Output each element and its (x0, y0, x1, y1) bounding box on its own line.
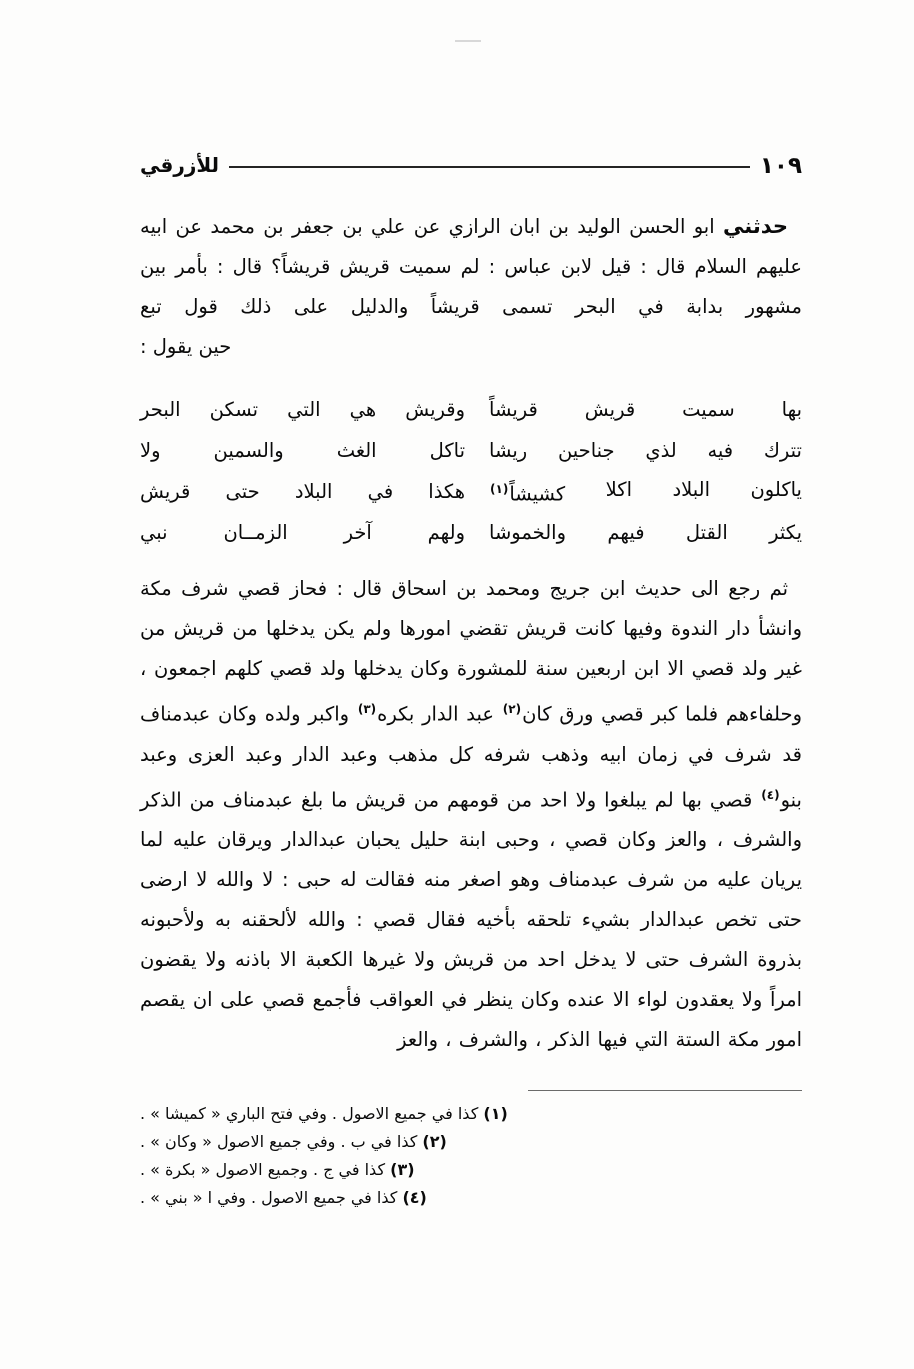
verse-word: تسكن (209, 398, 259, 421)
footnote-ref-1[interactable]: (١) (490, 481, 509, 496)
footnote-text: كذا في ج . وجميع الاصول « بكرة » . (140, 1160, 386, 1179)
scan-artifact (455, 40, 481, 42)
verse-4-hemistich-1 (140, 512, 471, 553)
verse-3-hemistich-1 (140, 471, 471, 512)
verse-word: هكذا (428, 480, 465, 503)
verse-word: في (367, 480, 394, 503)
paragraph-2 (140, 569, 802, 1060)
paragraph-1-text: ابو الحسن الوليد بن ابان الرازي عن علي بن جعفر بن محمد عن ابيه عليهم السلام قال : قيل لابن عباس : لم سميت قريش قريشاً؟ قال : بأمر بين مشهور بدابة في البحر تسمى قريشاً والدليل على ذلك قول تبع (140, 215, 802, 318)
verse-word: الغث (336, 439, 377, 462)
running-head-title: للأزرقي (140, 153, 220, 177)
verse-word: بها (781, 398, 802, 421)
footnote-separator (528, 1090, 802, 1091)
verse-word: نبي (140, 521, 168, 544)
footnote-marker: (٤) (402, 1188, 427, 1207)
verse-word: اكلا (605, 477, 633, 501)
verse-word: سميت (682, 398, 735, 421)
footnote-item (140, 1156, 802, 1184)
verse-word: البحر (140, 398, 181, 421)
verse-word: ولهم (427, 521, 465, 544)
paragraph-1-lead-word: حدثني (723, 214, 788, 238)
verse-word: البلاد (672, 477, 711, 501)
verse-word: الزمــان (223, 521, 288, 544)
footnote-marker: (١) (483, 1104, 508, 1123)
verse-word: كشيشاً (509, 482, 566, 506)
footnote-item (140, 1100, 802, 1128)
verse-word: القتل (685, 521, 728, 544)
verse-1-hemistich-2 (471, 389, 802, 430)
footnote-text: كذا في ب . وفي جميع الاصول « وكان » . (140, 1132, 418, 1151)
verse-word: وقريش (405, 398, 465, 421)
paragraph-2-text-d: قصي بها لم يبلغوا ولا احد من قومهم من قريش ما بلغ عبدمناف من الذكر والشرف ، والعز وكان قصي ، وحبى ابنة حليل يحبان عبدالدار ويرقان عليه لما يريان عليه من شرف عبدمناف وهو اصغر منه فقالت له حبى : لا والله لا ارضى حتى تخص عبدالدار بشيء تلحقه بأخيه فقال قصي : والله لألحقنه به ولأحبونه بذروة الشرف حتى لا يدخل احد من قريش ولا غيرها الكعبة الا باذنه ولا يقضون امراً ولا يعقدون لواء الا عنده وكان ينظر في العواقب فأجمع قصي على ان يقصم امور مكة الستة التي فيها الذكر ، والشرف ، والعز (140, 788, 802, 1051)
verse-word: والخموشا (489, 521, 567, 544)
footnotes-section (140, 1100, 802, 1212)
paragraph-2-text-b: عبد الدار بكره (377, 702, 495, 726)
footnote-text: كذا في جميع الاصول . وفي فتح الباري « كميشا » . (140, 1104, 479, 1123)
footnote-ref-4[interactable]: (٤) (761, 787, 780, 802)
running-head (140, 148, 802, 188)
verse-row (140, 389, 802, 430)
verse-word: والسمين (213, 439, 284, 462)
verse-word: قريش (584, 398, 636, 421)
verse-word: لذي (645, 439, 677, 462)
page-number: ١٠٩ (759, 152, 802, 179)
footnote-marker: (٣) (390, 1160, 415, 1179)
paragraph-2-lead-word: ثم (769, 577, 788, 600)
verse-word: ياكلون (750, 477, 802, 501)
verse-word: التي (287, 398, 321, 421)
verse-word: قريشاً (489, 398, 538, 421)
paragraph-2-text: رجع الى حديث ابن جريج ومحمد بن اسحاق قال : فحاز قصي شرف مكة وانشأ دار الندوة وفيها كانت قريش تقضي امورها ولم يكن يدخلها من قريش من غير ولد قصي الا ابن اربعين سنة للمشورة وكان يدخلها ولد قصي كلهم اجمعون ، وحلفاءهم فلما كبر قصي ورق كان (140, 577, 802, 726)
footnote-ref-2[interactable]: (٢) (502, 702, 522, 716)
footnote-item (140, 1184, 802, 1212)
verse-row (140, 430, 802, 471)
verse-4-hemistich-2 (471, 512, 802, 553)
verse-3-hemistich-2 (471, 469, 802, 515)
verse-word: فيه (707, 439, 734, 462)
paragraph-1 (140, 206, 802, 327)
verse-block (140, 389, 802, 553)
footnote-ref-3[interactable]: (٣) (357, 702, 377, 716)
verse-2-hemistich-2 (471, 430, 802, 471)
verse-word: هي (349, 398, 377, 421)
verse-word: آخر (343, 521, 372, 544)
running-head-rule (229, 166, 750, 168)
verse-word: ريشا (489, 439, 528, 462)
verse-word-with-footnote (489, 469, 565, 515)
footnote-item (140, 1128, 802, 1156)
verse-word: قريش (140, 480, 191, 503)
verse-word: فيهم (607, 521, 645, 544)
verse-2-hemistich-1 (140, 430, 471, 471)
verse-word: حتى (225, 480, 260, 503)
verse-row (140, 471, 802, 512)
verse-word: يكثر (769, 521, 802, 544)
verse-word: تترك (763, 439, 802, 462)
paragraph-1-tail: حين يقول : (140, 335, 232, 358)
verse-word: البلاد (294, 480, 333, 503)
footnote-marker: (٢) (422, 1132, 447, 1151)
verse-word: جناحين (557, 439, 615, 462)
verse-word: ولا (140, 439, 161, 462)
verse-row (140, 512, 802, 553)
verse-1-hemistich-1 (140, 389, 471, 430)
body-column (140, 206, 802, 1060)
verse-word: تاكل (429, 439, 465, 462)
paragraph-2-text-c: واكبر ولده وكان عبدمناف قد شرف في زمان ابيه وذهب شرفه كل مذهب وعبد الدار وعبد العزى وعبد بنو (140, 702, 802, 811)
footnote-text: كذا في جميع الاصول . وفي ا « بني » . (140, 1188, 398, 1207)
